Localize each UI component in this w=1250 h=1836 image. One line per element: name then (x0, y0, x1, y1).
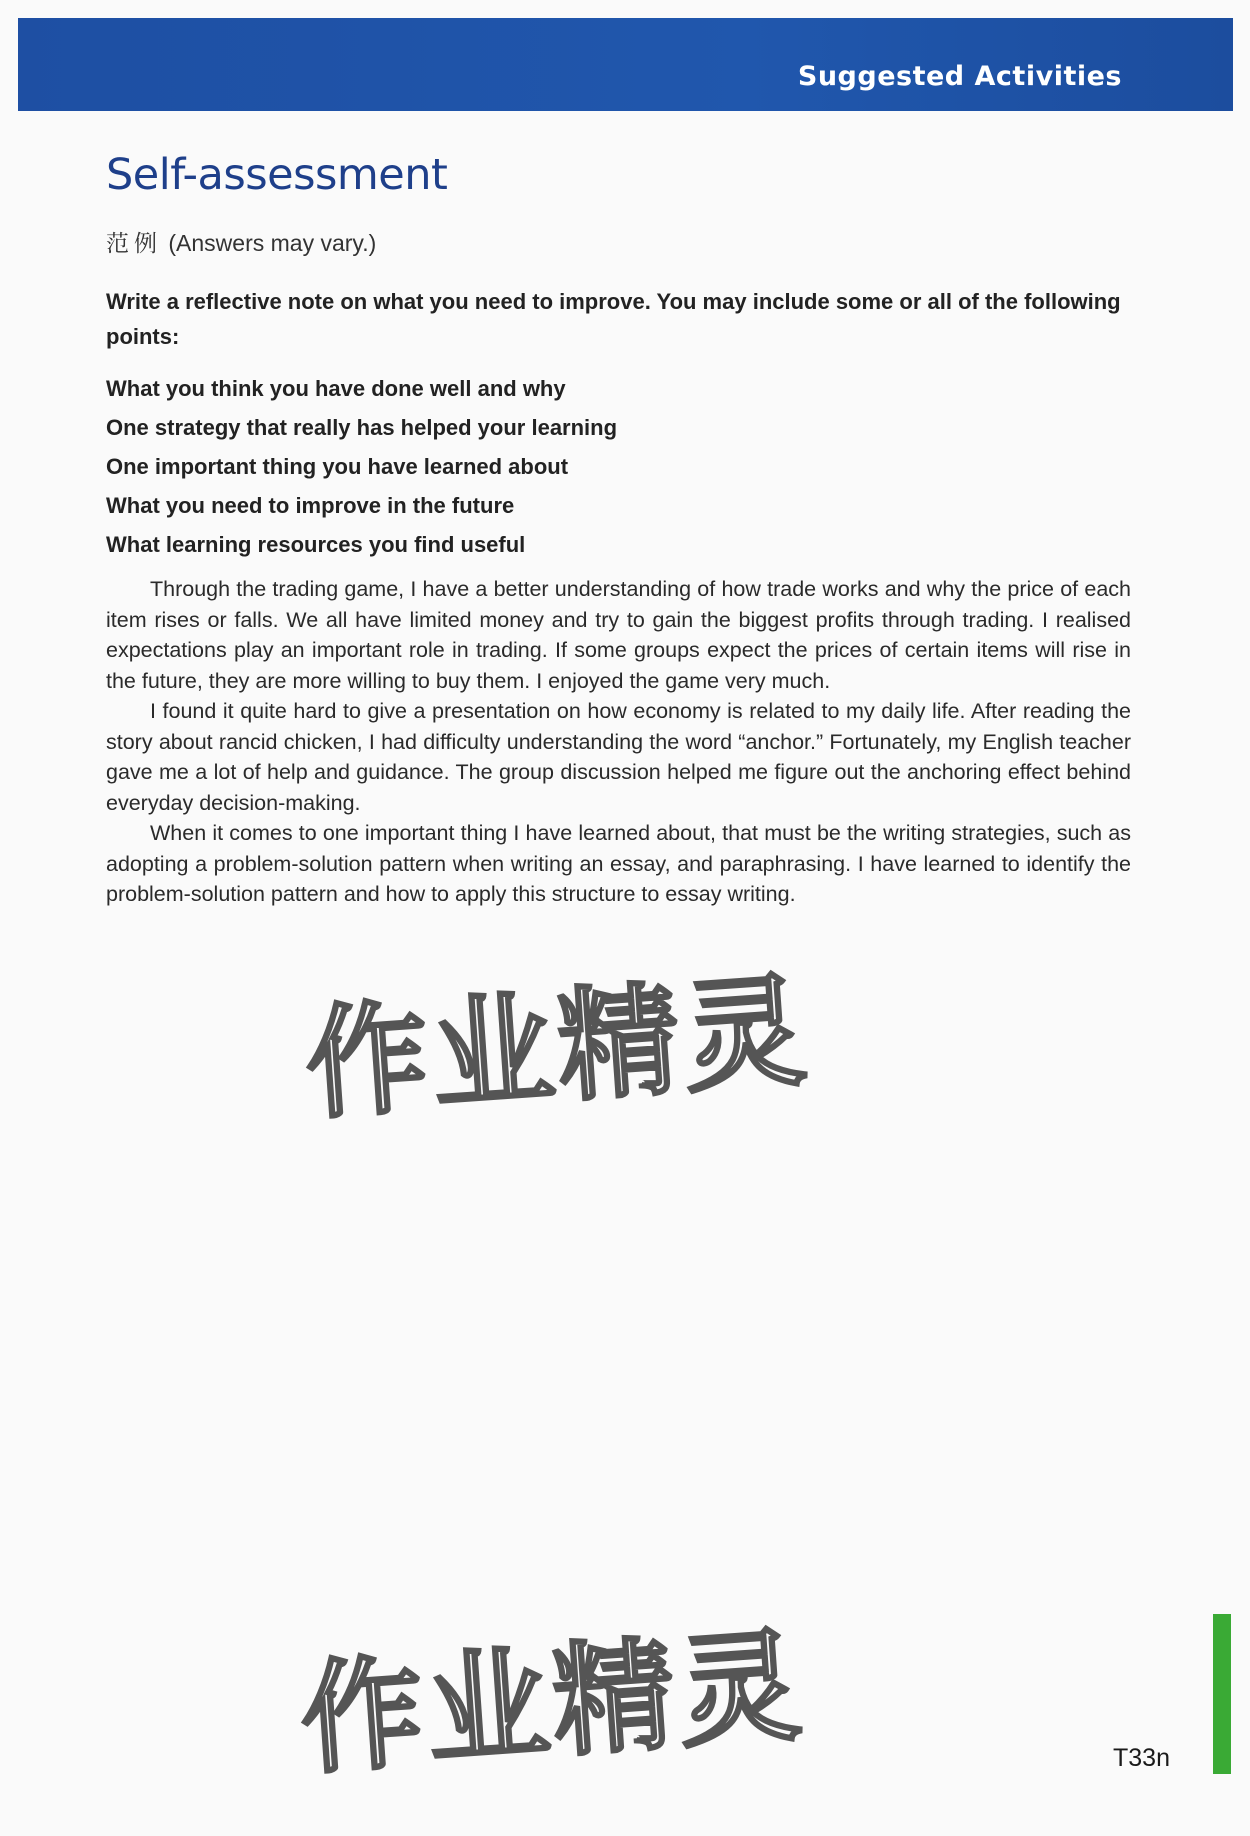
list-item: What you think you have done well and why (106, 376, 566, 401)
points-list (106, 369, 617, 564)
essay-paragraph: I found it quite hard to give a presentation on how economy is related to my daily life. After reading the story about rancid chicken, I had difficulty understanding the word “anchor.” Fortunately, my English teacher gave me a lot of help and guidance. The group discussion helped me figure out the anchoring effect behind everyday decision-making. (106, 699, 1131, 815)
watermark: 作业精灵 (296, 1614, 810, 1792)
list-item: One important thing you have learned about (106, 454, 569, 479)
example-label (106, 225, 376, 258)
page-number: T33n (1113, 1744, 1170, 1772)
example-label-note: (Answers may vary.) (168, 230, 377, 256)
example-label-chinese: 范例 (106, 231, 162, 257)
essay-paragraph: When it comes to one important thing I have learned about, that must be the writing strategies, such as adopting a problem-solution pattern when writing an essay, and paraphrasing. I have learned to identify the problem-solution pattern and how to apply this structure to essay writing. (106, 821, 1131, 906)
section-title: Suggested Activities (797, 61, 1122, 92)
list-item: What you need to improve in the future (106, 493, 515, 518)
side-accent-bar (1213, 1614, 1231, 1774)
essay-paragraph: Through the trading game, I have a better understanding of how trade works and why the price of each item rises or falls. We all have limited money and try to gain the biggest profits through trading. I realised expectations play an important role in trading. If some groups expect the prices of certain items will rise in the future, they are more willing to buy them. I enjoyed the game very much. (106, 577, 1131, 693)
watermark: 作业精灵 (301, 959, 815, 1137)
list-item: One strategy that really has helped your learning (106, 415, 618, 440)
list-item: What learning resources you find useful (106, 532, 526, 557)
essay-body (106, 574, 1131, 910)
page-title: Self-assessment (106, 150, 448, 200)
instruction-text: Write a reflective note on what you need to improve. You may include some or all of the following points: (106, 289, 1121, 349)
